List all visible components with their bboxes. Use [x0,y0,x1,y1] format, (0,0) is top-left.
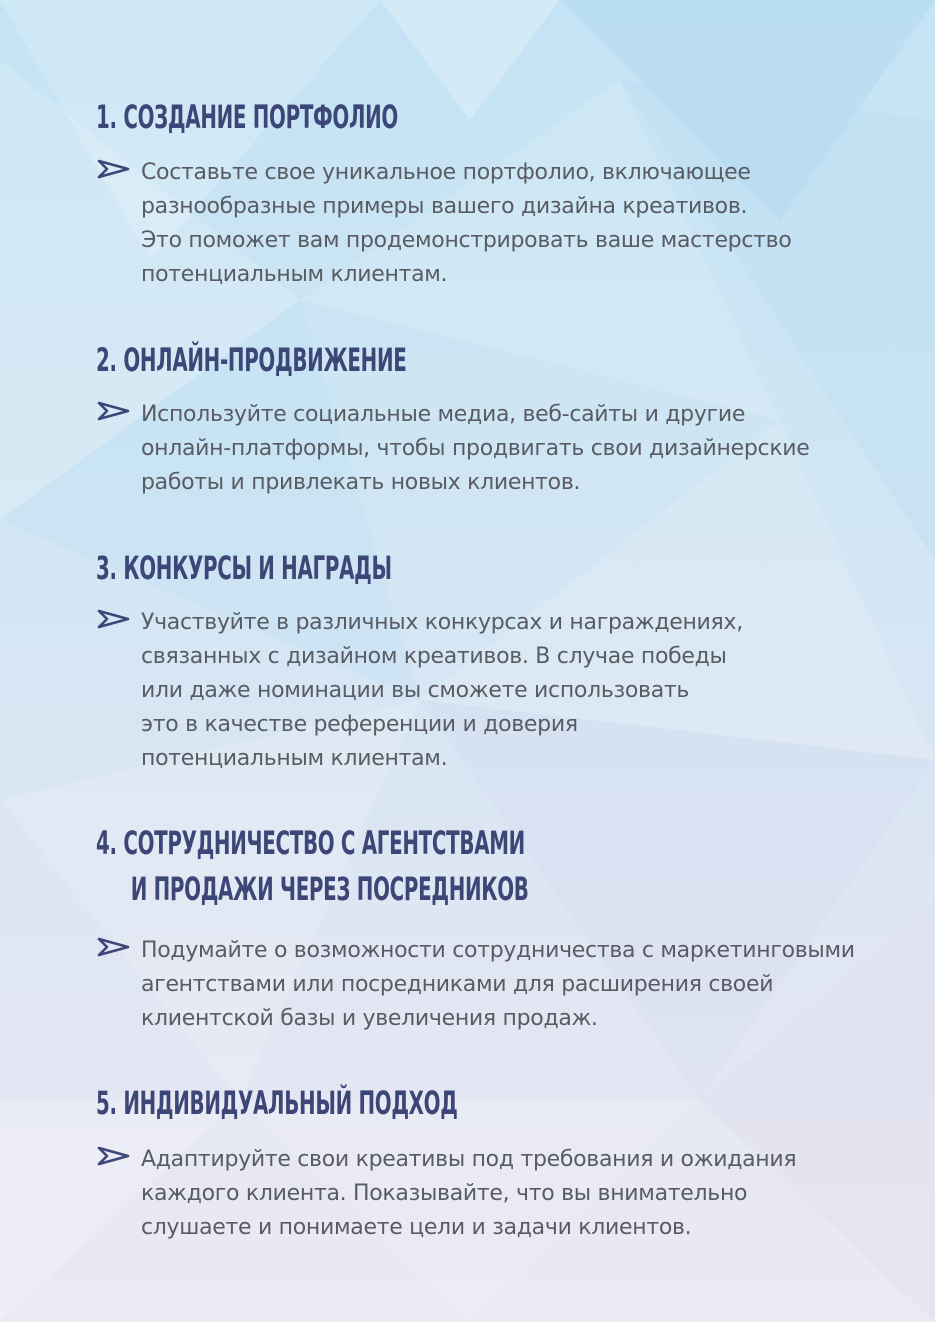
section-title-5 [96,1080,458,1126]
section-text-line: клиентской базы и увеличения продаж. [141,1006,598,1031]
section-text [141,398,926,500]
section-text-line: онлайн-платформы, чтобы продвигать свои дизайнерские [141,436,810,461]
section-text-line: каждого клиента. Показывайте, что вы внимательно [141,1181,748,1206]
section-text-line: связанных с дизайном креативов. В случае победы [141,644,727,669]
section-text-line: разнообразные примеры вашего дизайна креативов. [141,194,748,219]
section-title-3 [96,545,392,591]
section-text-line: работы и привлекать новых клиентов. [141,470,581,495]
section-text-line: это в качестве референции и доверия [141,712,578,737]
section-title-line: 2. ОНЛАЙН-ПРОДВИЖЕНИЕ [96,341,407,379]
section-text [141,934,926,1036]
arrow-chevron-icon [96,936,132,958]
section-title-line: 3. КОНКУРСЫ И НАГРАДЫ [96,549,392,587]
section-bullet-5 [96,1143,926,1245]
section-text-line: Адаптируйте свои креативы под требования и ожидания [141,1147,797,1172]
section-title-line: 5. ИНДИВИДУАЛЬНЫЙ ПОДХОД [96,1084,458,1122]
section-text [141,156,926,292]
arrow-chevron-icon [96,1145,132,1167]
section-text-line: потенциальным клиентам. [141,262,448,287]
section-text [141,606,926,776]
section-text-line: Это поможет вам продемонстрировать ваше мастерство [141,228,792,253]
arrow-chevron-icon [96,400,132,422]
section-text-line: Составьте свое уникальное портфолио, включающее [141,160,751,185]
arrow-chevron-icon [96,608,132,630]
section-text-line: агентствами или посредниками для расширения своей [141,972,774,997]
section-bullet-1 [96,156,926,292]
section-text-line: слушаете и понимаете цели и задачи клиентов. [141,1215,692,1240]
section-title-1 [96,94,398,140]
section-text-line: потенциальным клиентам. [141,746,448,771]
section-title-line: 1. СОЗДАНИЕ ПОРТФОЛИО [96,98,398,136]
section-bullet-3 [96,606,926,776]
section-title-line: 4. СОТРУДНИЧЕСТВО С АГЕНТСТВАМИ [96,824,525,862]
section-title-line: И ПРОДАЖИ ЧЕРЕЗ ПОСРЕДНИКОВ [130,870,529,908]
section-title-4 [96,820,529,912]
section-text-line: Подумайте о возможности сотрудничества с маркетинговыми [141,938,855,963]
arrow-chevron-icon [96,158,132,180]
section-text-line: или даже номинации вы сможете использовать [141,678,690,703]
section-text-line: Используйте социальные медиа, веб-сайты и другие [141,402,746,427]
section-bullet-2 [96,398,926,500]
section-bullet-4 [96,934,926,1036]
section-text [141,1143,926,1245]
section-title-2 [96,337,406,383]
section-text-line: Участвуйте в различных конкурсах и награждениях, [141,610,743,635]
